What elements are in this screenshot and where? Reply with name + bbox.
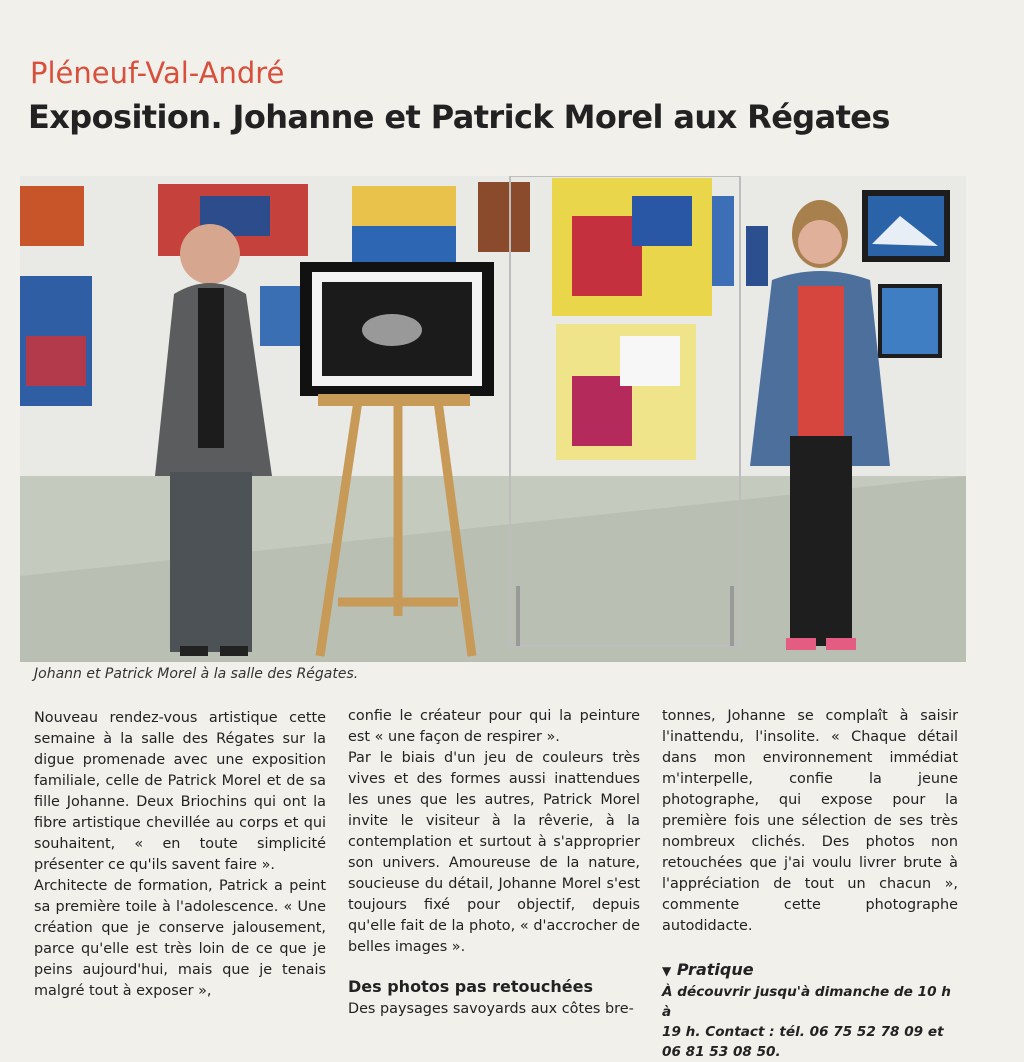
photo-caption: Johann et Patrick Morel à la salle des Régates. xyxy=(34,666,359,682)
paragraph-colors: Par le biais d'un jeu de couleurs très vives et des formes aussi inattendues les unes que les autres, Patrick Morel invite le visiteur à la rêverie, à la contemplation et surtout à s'approprier son univers. Amoureuse de la nature, soucieuse du détail, Johanne Morel s'est toujours fixé pour objectif, depuis qu'elle fait de la photo, « d'accrocher de belles images ». xyxy=(348,750,640,955)
subheading: Des photos pas retouchées xyxy=(348,977,594,996)
location-kicker: Pléneuf-Val-André xyxy=(30,56,285,90)
paragraph-landscapes: Des paysages savoyards aux côtes bre- xyxy=(348,1001,634,1017)
paragraph-architect: Architecte de formation, Patrick a peint sa première toile à l'adolescence. « Une création que je conserve jalousement, parce qu'elle est très loin de ce que je peins aujourd'hui, mais que je tenais malgré tout à exposer », xyxy=(34,878,326,999)
paragraph-photos: tonnes, Johanne se complaît à saisir l'inattendu, l'insolite. « Chaque détail dans mon environnement immédiat m'interpelle, confie la jeune photographe, qui expose pour la première fois une sélection de ses très nombreux clichés. Des photos non retouchées que j'ai voulu livrer brute à l'appréciation de tout un chacun », commente cette photographe autodidacte. xyxy=(662,708,958,934)
article-column-3 xyxy=(662,706,958,1062)
headline: Exposition. Johanne et Patrick Morel aux Régates xyxy=(28,98,890,136)
paragraph-quote: confie le créateur pour qui la peinture est « une façon de respirer ». xyxy=(348,708,640,745)
pratique-title: Pratique xyxy=(676,960,754,979)
pratique-line-2: 19 h. Contact : tél. 06 75 52 78 09 et xyxy=(662,1024,944,1040)
triangle-icon: ▼ xyxy=(662,964,672,978)
photo-illustration xyxy=(20,176,966,662)
article-column-2 xyxy=(348,706,640,1020)
pratique-line-1: À découvrir jusqu'à dimanche de 10 h à xyxy=(662,984,951,1020)
pratique-details xyxy=(662,982,958,1062)
article-column-1 xyxy=(34,708,326,1002)
pratique-heading xyxy=(662,959,958,982)
paragraph-intro: Nouveau rendez-vous artistique cette semaine à la salle des Régates sur la digue promenade avec une exposition familiale, celle de Patrick Morel et de sa fille Johanne. Deux Briochins qui ont la fibre artistique chevillée au corps et qui souhaitent, « en toute simplicité présenter ce qu'ils savent faire ». xyxy=(34,710,326,873)
pratique-line-3: 06 81 53 08 50. xyxy=(662,1044,781,1060)
article-photo xyxy=(20,176,966,662)
